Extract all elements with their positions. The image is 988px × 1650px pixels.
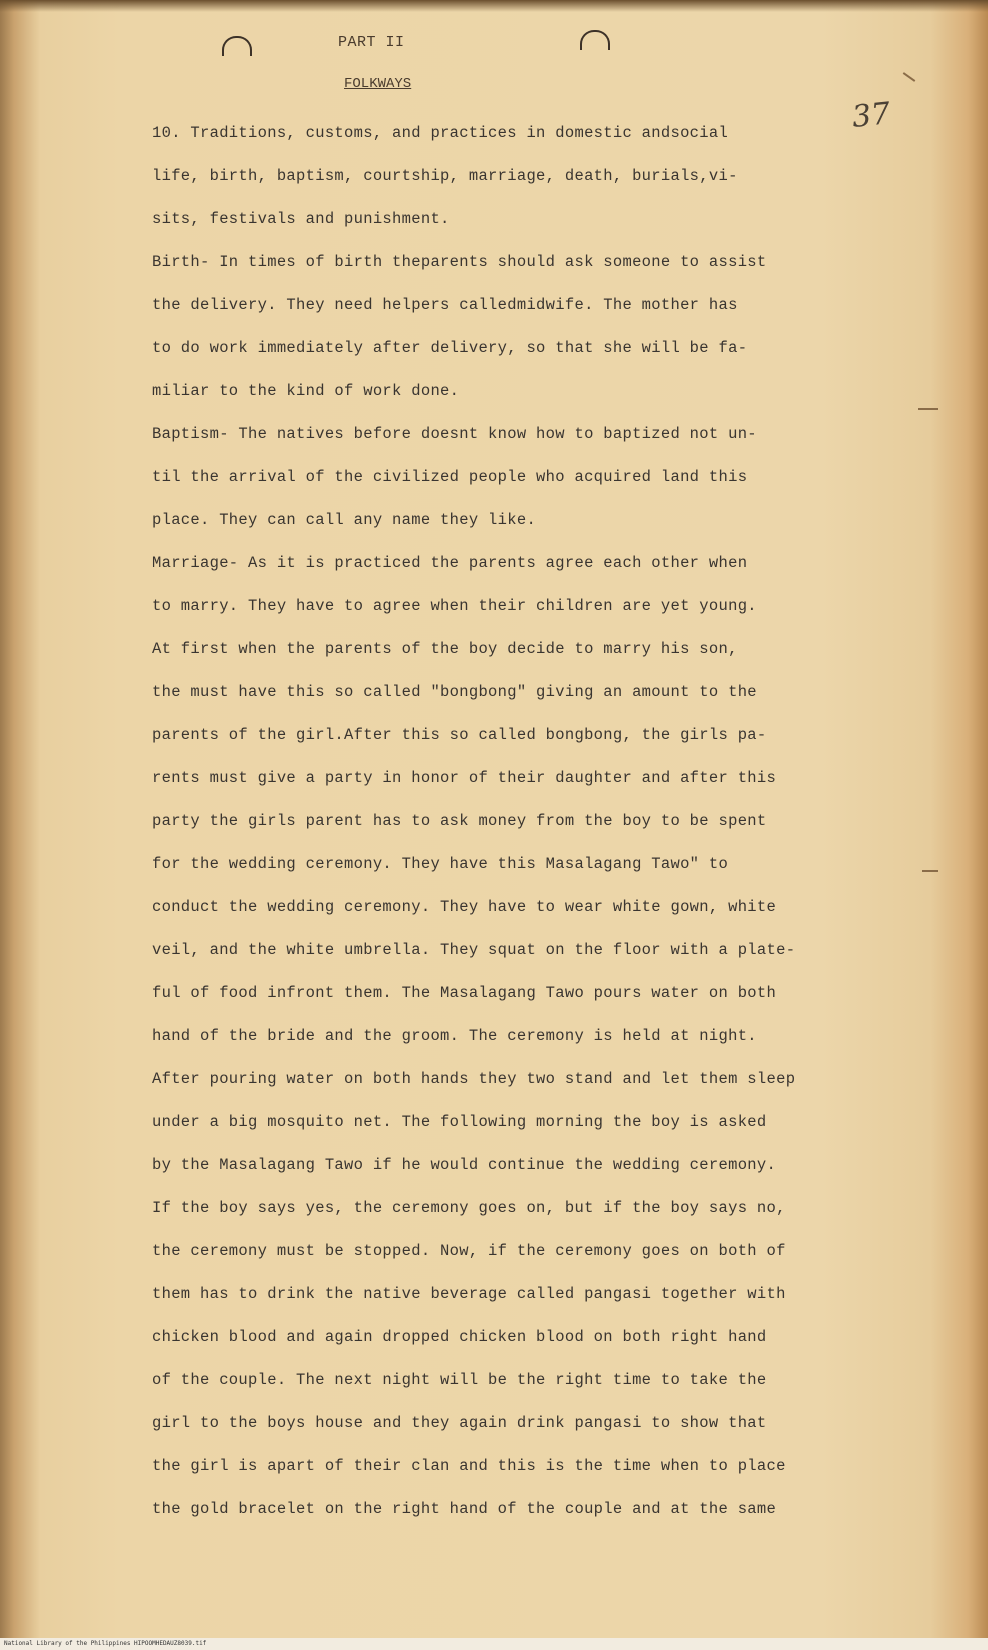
text-line: til the arrival of the civilized people who acquired land this bbox=[152, 468, 748, 486]
margin-mark bbox=[903, 72, 916, 82]
text-line: under a big mosquito net. The following morning the boy is asked bbox=[152, 1113, 767, 1131]
section-heading: FOLKWAYS bbox=[344, 76, 412, 92]
text-line: After pouring water on both hands they two stand and let them sleep bbox=[152, 1070, 796, 1088]
text-line: Baptism- The natives before doesnt know how to baptized not un- bbox=[152, 425, 757, 443]
handwritten-page-number: 37 bbox=[850, 96, 892, 135]
text-line: of the couple. The next night will be the right time to take the bbox=[152, 1371, 767, 1389]
text-line: life, birth, baptism, courtship, marriage, death, burials,vi- bbox=[152, 167, 738, 185]
text-line: Marriage- As it is practiced the parents agree each other when bbox=[152, 554, 748, 572]
text-line: the delivery. They need helpers calledmidwife. The mother has bbox=[152, 296, 738, 314]
text-line: rents must give a party in honor of their daughter and after this bbox=[152, 769, 777, 787]
text-line: parents of the girl.After this so called bongbong, the girls pa- bbox=[152, 726, 767, 744]
text-line: girl to the boys house and they again drink pangasi to show that bbox=[152, 1414, 767, 1432]
text-line: hand of the bride and the groom. The ceremony is held at night. bbox=[152, 1027, 757, 1045]
text-line: the must have this so called "bongbong" giving an amount to the bbox=[152, 683, 757, 701]
text-line: veil, and the white umbrella. They squat on the floor with a plate- bbox=[152, 941, 796, 959]
text-line: to marry. They have to agree when their children are yet young. bbox=[152, 597, 757, 615]
text-line: them has to drink the native beverage called pangasi together with bbox=[152, 1285, 786, 1303]
archive-footer: National Library of the Philippines HIPOOMHEDAUZ8039.tif bbox=[4, 1640, 207, 1647]
text-line: conduct the wedding ceremony. They have to wear white gown, white bbox=[152, 898, 777, 916]
text-line: party the girls parent has to ask money from the boy to be spent bbox=[152, 812, 767, 830]
text-line: to do work immediately after delivery, so that she will be fa- bbox=[152, 339, 748, 357]
text-line: the girl is apart of their clan and this is the time when to place bbox=[152, 1457, 786, 1475]
text-line: 10. Traditions, customs, and practices in domestic andsocial bbox=[152, 124, 729, 142]
part-heading: PART II bbox=[338, 34, 405, 51]
text-line: by the Masalagang Tawo if he would continue the wedding ceremony. bbox=[152, 1156, 777, 1174]
text-line: If the boy says yes, the ceremony goes on, but if the boy says no, bbox=[152, 1199, 786, 1217]
text-line: At first when the parents of the boy decide to marry his son, bbox=[152, 640, 738, 658]
text-line: sits, festivals and punishment. bbox=[152, 210, 450, 228]
text-line: Birth- In times of birth theparents should ask someone to assist bbox=[152, 253, 767, 271]
text-line: miliar to the kind of work done. bbox=[152, 382, 460, 400]
punch-hole-right bbox=[580, 30, 610, 50]
margin-mark bbox=[918, 408, 938, 410]
margin-mark bbox=[922, 870, 938, 872]
text-line: the ceremony must be stopped. Now, if the ceremony goes on both of bbox=[152, 1242, 786, 1260]
text-line: for the wedding ceremony. They have this Masalagang Tawo" to bbox=[152, 855, 729, 873]
text-line: ful of food infront them. The Masalagang Tawo pours water on both bbox=[152, 984, 777, 1002]
body-text bbox=[152, 112, 882, 1531]
text-line: place. They can call any name they like. bbox=[152, 511, 537, 529]
punch-hole-left bbox=[222, 36, 252, 56]
text-line: the gold bracelet on the right hand of the couple and at the same bbox=[152, 1500, 777, 1518]
text-line: chicken blood and again dropped chicken blood on both right hand bbox=[152, 1328, 767, 1346]
